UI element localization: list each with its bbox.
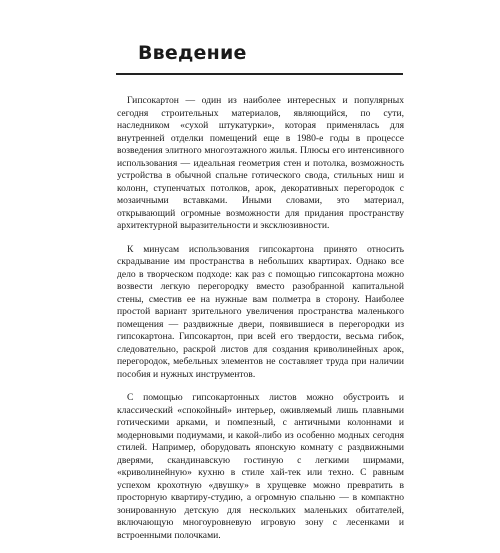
title-underline: [116, 73, 403, 75]
paragraph-2: К минусам использования гипсокартона принято относить скрадывание им пространства в небольших квартирах. Однако все дело в творческом подходе: как раз с помощью гипсокартона можно возвести легкую перегородку вместо разобранной капитальной стены, сместив ее на нужные вам полметра в сторону. Наиболее простой вариант зрительного увеличения пространства маленького помещения — раздвижные двери, появившиеся в перегородки из гипсокартона. Гипсокартон, при всей его твердости, весьма гибок, следовательно, раскрой листов для создания криволинейных арок, перегородок, мебельных элементов не составляет труда при наличии пособия и нужных инструментов.: [117, 243, 404, 380]
paragraph-3: С помощью гипсокартонных листов можно обустроить и классический «спокойный» интерьер, оживляемый лишь плавными готическими арками, и помпезный, с античными колоннами и модерновыми подиумами, и какой-либо из особенно модных сегодня стилей. Например, оборудовать японскую комнату с раздвижными дверями, скандинавскую гостиную с легкими ширмами, «криволинейную» кухню в стиле хай-тек или техно. С равным успехом крохотную «двушку» в хрущевке можно превратить в просторную квартиру-студию, а огромную спальню — в компактно зонированную детскую для нескольких маленьких обитателей, включающую многоуровневую игровую зону с лесенками и встроенными полочками.: [117, 392, 404, 541]
body-text: [117, 95, 404, 553]
paragraph-1: Гипсокартон — один из наиболее интересных и популярных сегодня строительных материалов, являющийся, по сути, наследником «сухой штукатурки», которая применялась для внутренней отделки помещений еще в 1980-е годы в процессе возведения элитного многоэтажного жилья. Плюсы его интенсивного использования — идеальная геометрия стен и потолка, возможность устройства в обычной спальне готического свода, стильных ниш и колонн, ступенчатых потолков, арок, декоративных перегородок с мозаичными вставками. Иными словами, это материал, открывающий огромные возможности для придания пространству архитектурной выразительности и эксклюзивности.: [117, 95, 404, 231]
chapter-title: Введение: [138, 42, 247, 64]
